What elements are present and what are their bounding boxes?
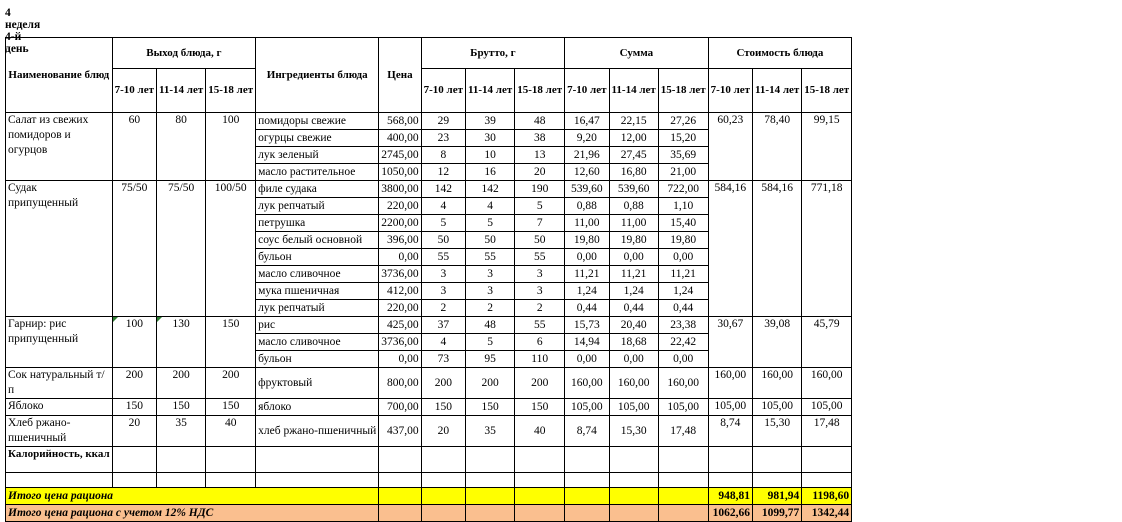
ingredient-brutto: 4: [421, 334, 465, 351]
ingredient-sum: 15,30: [609, 416, 658, 447]
ingredient-brutto: 3: [421, 283, 465, 300]
dish-yield: 100/50: [206, 181, 256, 317]
empty-cell: [157, 447, 206, 473]
dish-yield: 60: [112, 113, 156, 181]
empty-cell: [658, 505, 708, 522]
empty-cell: [708, 473, 752, 488]
empty-cell: [802, 447, 852, 473]
dish-yield: 150: [206, 399, 256, 416]
header-sum: Сумма: [565, 38, 709, 69]
dish-yield: 150: [157, 399, 206, 416]
header-brutto: Брутто, г: [421, 38, 565, 69]
dish-yield: 200: [206, 368, 256, 399]
ingredient-brutto: 29: [421, 113, 465, 130]
ingredient-price: 3736,00: [379, 266, 421, 283]
dish-cost: 99,15: [802, 113, 852, 181]
ingredient-sum: 11,00: [609, 215, 658, 232]
header-age-group: 15-18 лет: [515, 69, 565, 113]
ingredient-sum: 160,00: [565, 368, 609, 399]
ingredient-brutto: 200: [515, 368, 565, 399]
ingredient-price: 3736,00: [379, 334, 421, 351]
ingredient-sum: 9,20: [565, 130, 609, 147]
ingredient-name: яблоко: [256, 399, 379, 416]
dish-name: Судак припущенный: [6, 181, 113, 317]
empty-cell: [6, 473, 113, 488]
ingredient-brutto: 4: [466, 198, 515, 215]
header-age-group: 7-10 лет: [565, 69, 609, 113]
ingredient-sum: 18,68: [609, 334, 658, 351]
ingredient-sum: 0,44: [658, 300, 708, 317]
sheet-title: 4 неделя 4-й день: [5, 7, 41, 55]
ingredient-sum: 11,21: [609, 266, 658, 283]
dish-cost: 78,40: [753, 113, 802, 181]
ingredient-sum: 22,15: [609, 113, 658, 130]
ingredient-brutto: 40: [515, 416, 565, 447]
dish-cost: 45,79: [802, 317, 852, 368]
empty-cell: [379, 505, 421, 522]
ingredient-sum: 35,69: [658, 147, 708, 164]
ingredient-sum: 0,00: [658, 351, 708, 368]
ingredient-brutto: 23: [421, 130, 465, 147]
header-age-group: 15-18 лет: [658, 69, 708, 113]
dish-cost: 160,00: [708, 368, 752, 399]
ingredient-brutto: 2: [421, 300, 465, 317]
ingredient-brutto: 2: [515, 300, 565, 317]
ingredient-price: 396,00: [379, 232, 421, 249]
ingredient-sum: 16,80: [609, 164, 658, 181]
ingredient-brutto: 5: [515, 198, 565, 215]
ingredient-brutto: 5: [421, 215, 465, 232]
header-yield: Выход блюда, г: [112, 38, 256, 69]
ingredient-sum: 11,21: [658, 266, 708, 283]
header-age-group: 7-10 лет: [708, 69, 752, 113]
ingredient-sum: 14,94: [565, 334, 609, 351]
ingredient-brutto: 5: [466, 334, 515, 351]
dish-cost: 60,23: [708, 113, 752, 181]
empty-cell: [206, 473, 256, 488]
ingredient-sum: 15,73: [565, 317, 609, 334]
ingredient-brutto: 3: [421, 266, 465, 283]
ingredient-brutto: 150: [421, 399, 465, 416]
empty-cell: [708, 447, 752, 473]
ingredient-sum: 19,80: [658, 232, 708, 249]
calories-row: [6, 447, 852, 473]
ingredient-sum: 539,60: [609, 181, 658, 198]
totals-label: Итого цена рациона: [6, 488, 379, 505]
ingredient-sum: 15,40: [658, 215, 708, 232]
ingredient-brutto: 16: [466, 164, 515, 181]
empty-cell: [753, 447, 802, 473]
ingredient-brutto: 150: [466, 399, 515, 416]
ingredient-price: 1050,00: [379, 164, 421, 181]
ingredient-sum: 160,00: [658, 368, 708, 399]
ingredient-price: 400,00: [379, 130, 421, 147]
ingredient-name: соус белый основной: [256, 232, 379, 249]
empty-cell: [658, 447, 708, 473]
ingredient-sum: 8,74: [565, 416, 609, 447]
empty-cell: [466, 473, 515, 488]
ingredient-brutto: 50: [466, 232, 515, 249]
calories-label: Калорийность, ккал: [6, 447, 113, 473]
ingredient-brutto: 39: [466, 113, 515, 130]
ingredient-name: филе судака: [256, 181, 379, 198]
empty-cell: [609, 473, 658, 488]
ingredient-brutto: 50: [421, 232, 465, 249]
ingredient-brutto: 95: [466, 351, 515, 368]
ingredient-brutto: 6: [515, 334, 565, 351]
header-age-group: 11-14 лет: [609, 69, 658, 113]
empty-cell: [256, 473, 379, 488]
ingredient-name: огурцы свежие: [256, 130, 379, 147]
ingredient-name: бульон: [256, 351, 379, 368]
empty-cell: [112, 447, 156, 473]
ingredient-sum: 1,24: [658, 283, 708, 300]
blank-row: [6, 473, 852, 488]
ingredient-brutto: 8: [421, 147, 465, 164]
dish-yield: 150: [112, 399, 156, 416]
ingredient-brutto: 50: [515, 232, 565, 249]
dish-cost: 105,00: [753, 399, 802, 416]
ingredient-sum: 0,88: [565, 198, 609, 215]
ingredient-sum: 11,00: [565, 215, 609, 232]
dish-yield: 100: [112, 317, 156, 368]
ingredient-brutto: 3: [466, 266, 515, 283]
ingredient-sum: 27,45: [609, 147, 658, 164]
ingredient-sum: 12,00: [609, 130, 658, 147]
ingredient-brutto: 20: [421, 416, 465, 447]
empty-cell: [466, 447, 515, 473]
header-price: Цена: [379, 38, 421, 113]
dish-yield: 200: [157, 368, 206, 399]
ingredient-price: 425,00: [379, 317, 421, 334]
totals-vat-row: [6, 505, 852, 522]
ingredient-sum: 105,00: [565, 399, 609, 416]
ingredient-brutto: 55: [515, 317, 565, 334]
ingredient-brutto: 12: [421, 164, 465, 181]
ingredient-brutto: 5: [466, 215, 515, 232]
ingredient-sum: 23,38: [658, 317, 708, 334]
header-dish-name: Наименование блюд: [6, 38, 113, 113]
ingredient-brutto: 55: [515, 249, 565, 266]
ingredient-sum: 105,00: [658, 399, 708, 416]
ingredient-name: фруктовый: [256, 368, 379, 399]
dish-yield: 20: [112, 416, 156, 447]
ingredient-brutto: 10: [466, 147, 515, 164]
ingredient-price: 220,00: [379, 198, 421, 215]
empty-cell: [565, 473, 609, 488]
dish-yield: 75/50: [157, 181, 206, 317]
ingredient-brutto: 73: [421, 351, 465, 368]
ingredient-brutto: 150: [515, 399, 565, 416]
header-age-group: 11-14 лет: [466, 69, 515, 113]
totals-vat-value: 1342,44: [802, 505, 852, 522]
ingredient-sum: 539,60: [565, 181, 609, 198]
empty-cell: [515, 447, 565, 473]
ingredient-sum: 722,00: [658, 181, 708, 198]
ingredient-name: масло растительное: [256, 164, 379, 181]
ingredient-brutto: 20: [515, 164, 565, 181]
ingredient-brutto: 48: [466, 317, 515, 334]
ingredient-sum: 0,00: [658, 249, 708, 266]
dish-cost: 30,67: [708, 317, 752, 368]
ingredient-sum: 17,48: [658, 416, 708, 447]
ingredient-name: лук репчатый: [256, 300, 379, 317]
dish-name: Гарнир: рис припущенный: [6, 317, 113, 368]
ingredient-name: масло сливочное: [256, 266, 379, 283]
ingredient-sum: 11,21: [565, 266, 609, 283]
header-ingredients: Ингредиенты блюда: [256, 38, 379, 113]
ingredient-price: 220,00: [379, 300, 421, 317]
ingredient-price: 0,00: [379, 351, 421, 368]
ingredient-sum: 0,00: [609, 351, 658, 368]
table-row: [6, 181, 852, 198]
header-cost: Стоимость блюда: [708, 38, 852, 69]
dish-name: Хлеб ржано-пшеничный: [6, 416, 113, 447]
empty-cell: [565, 447, 609, 473]
empty-cell: [112, 473, 156, 488]
totals-value: 981,94: [753, 488, 802, 505]
header-age-group: 7-10 лет: [421, 69, 465, 113]
ingredient-sum: 1,24: [609, 283, 658, 300]
header-age-group: 11-14 лет: [753, 69, 802, 113]
totals-vat-value: 1062,66: [708, 505, 752, 522]
ingredient-sum: 1,24: [565, 283, 609, 300]
ingredient-price: 700,00: [379, 399, 421, 416]
ingredient-name: лук репчатый: [256, 198, 379, 215]
ingredient-sum: 27,26: [658, 113, 708, 130]
empty-cell: [515, 473, 565, 488]
empty-cell: [466, 505, 515, 522]
header-age-group: 15-18 лет: [802, 69, 852, 113]
dish-name: Сок натуральный т/п: [6, 368, 113, 399]
ingredient-brutto: 37: [421, 317, 465, 334]
ingredient-sum: 0,44: [565, 300, 609, 317]
dish-yield: 200: [112, 368, 156, 399]
ingredient-brutto: 110: [515, 351, 565, 368]
ingredient-brutto: 3: [466, 283, 515, 300]
totals-vat-label: Итого цена рациона с учетом 12% НДС: [6, 505, 379, 522]
dish-cost: 17,48: [802, 416, 852, 447]
ingredient-sum: 160,00: [609, 368, 658, 399]
table-row: [6, 113, 852, 130]
header-age-row: [6, 69, 852, 113]
ingredient-name: помидоры свежие: [256, 113, 379, 130]
table-row: [6, 416, 852, 447]
dish-cost: 584,16: [708, 181, 752, 317]
ingredient-brutto: 55: [466, 249, 515, 266]
empty-cell: [609, 447, 658, 473]
ingredient-name: хлеб ржано-пшеничный: [256, 416, 379, 447]
dish-name: Салат из свежих помидоров и огурцов: [6, 113, 113, 181]
ingredient-sum: 0,00: [565, 249, 609, 266]
ingredient-name: мука пшеничная: [256, 283, 379, 300]
ingredient-price: 3800,00: [379, 181, 421, 198]
ingredient-sum: 21,00: [658, 164, 708, 181]
ingredient-sum: 20,40: [609, 317, 658, 334]
header-age-group: 11-14 лет: [157, 69, 206, 113]
empty-cell: [379, 447, 421, 473]
totals-value: 948,81: [708, 488, 752, 505]
dish-cost: 8,74: [708, 416, 752, 447]
ingredient-sum: 15,20: [658, 130, 708, 147]
dish-name: Яблоко: [6, 399, 113, 416]
ingredient-sum: 1,10: [658, 198, 708, 215]
ingredient-price: 2745,00: [379, 147, 421, 164]
empty-cell: [565, 505, 609, 522]
empty-cell: [421, 505, 465, 522]
dish-yield: 35: [157, 416, 206, 447]
ingredient-brutto: 142: [466, 181, 515, 198]
totals-vat-value: 1099,77: [753, 505, 802, 522]
dish-cost: 160,00: [802, 368, 852, 399]
ingredient-sum: 0,00: [609, 249, 658, 266]
ingredient-sum: 19,80: [565, 232, 609, 249]
empty-cell: [379, 473, 421, 488]
table-row: [6, 399, 852, 416]
ingredient-name: рис: [256, 317, 379, 334]
header-age-group: 7-10 лет: [112, 69, 156, 113]
dish-cost: 160,00: [753, 368, 802, 399]
ingredient-price: 0,00: [379, 249, 421, 266]
ingredient-name: петрушка: [256, 215, 379, 232]
ingredient-name: лук зеленый: [256, 147, 379, 164]
dish-cost: 39,08: [753, 317, 802, 368]
dish-cost: 771,18: [802, 181, 852, 317]
menu-cost-table: [5, 37, 852, 522]
ingredient-brutto: 3: [515, 266, 565, 283]
ingredient-sum: 0,88: [609, 198, 658, 215]
empty-cell: [609, 505, 658, 522]
ingredient-brutto: 190: [515, 181, 565, 198]
ingredient-brutto: 55: [421, 249, 465, 266]
empty-cell: [753, 473, 802, 488]
dish-yield: 75/50: [112, 181, 156, 317]
ingredient-brutto: 142: [421, 181, 465, 198]
ingredient-price: 800,00: [379, 368, 421, 399]
ingredient-brutto: 35: [466, 416, 515, 447]
empty-cell: [802, 473, 852, 488]
header-row: [6, 38, 852, 69]
ingredient-brutto: 7: [515, 215, 565, 232]
table-row: [6, 368, 852, 399]
empty-cell: [157, 473, 206, 488]
ingredient-sum: 19,80: [609, 232, 658, 249]
ingredient-brutto: 2: [466, 300, 515, 317]
dish-cost: 105,00: [708, 399, 752, 416]
ingredient-brutto: 3: [515, 283, 565, 300]
empty-cell: [515, 505, 565, 522]
table-row: [6, 317, 852, 334]
dish-yield: 130: [157, 317, 206, 368]
ingredient-brutto: 13: [515, 147, 565, 164]
dish-cost: 15,30: [753, 416, 802, 447]
ingredient-sum: 22,42: [658, 334, 708, 351]
ingredient-price: 568,00: [379, 113, 421, 130]
empty-cell: [256, 447, 379, 473]
dish-yield: 80: [157, 113, 206, 181]
ingredient-sum: 21,96: [565, 147, 609, 164]
empty-cell: [421, 447, 465, 473]
ingredient-brutto: 38: [515, 130, 565, 147]
empty-cell: [658, 473, 708, 488]
ingredient-price: 2200,00: [379, 215, 421, 232]
ingredient-price: 437,00: [379, 416, 421, 447]
dish-yield: 40: [206, 416, 256, 447]
ingredient-price: 412,00: [379, 283, 421, 300]
ingredient-sum: 16,47: [565, 113, 609, 130]
ingredient-brutto: 48: [515, 113, 565, 130]
ingredient-sum: 105,00: [609, 399, 658, 416]
empty-cell: [421, 473, 465, 488]
ingredient-sum: 0,44: [609, 300, 658, 317]
ingredient-brutto: 4: [421, 198, 465, 215]
dish-yield: 150: [206, 317, 256, 368]
ingredient-name: масло сливочное: [256, 334, 379, 351]
totals-value: 1198,60: [802, 488, 852, 505]
dish-yield: 100: [206, 113, 256, 181]
ingredient-name: бульон: [256, 249, 379, 266]
ingredient-brutto: 200: [466, 368, 515, 399]
ingredient-brutto: 200: [421, 368, 465, 399]
ingredient-brutto: 30: [466, 130, 515, 147]
ingredient-sum: 0,00: [565, 351, 609, 368]
empty-cell: [206, 447, 256, 473]
header-age-group: 15-18 лет: [206, 69, 256, 113]
dish-cost: 105,00: [802, 399, 852, 416]
ingredient-sum: 12,60: [565, 164, 609, 181]
dish-cost: 584,16: [753, 181, 802, 317]
